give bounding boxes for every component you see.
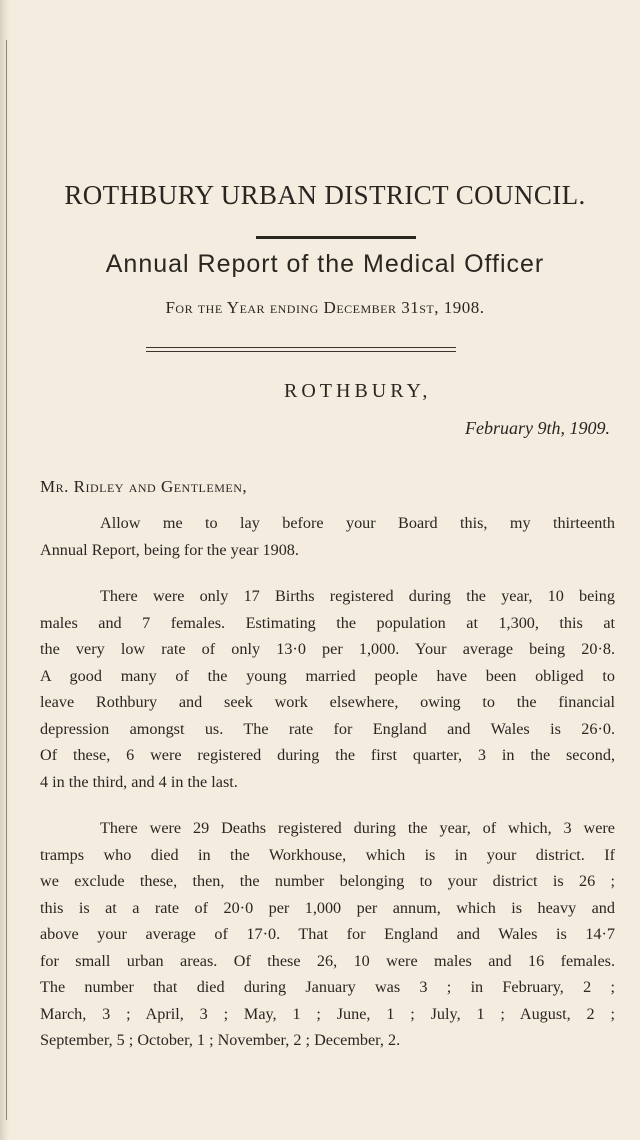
paragraph-line: Allow me to lay before your Board this, my thirteenth xyxy=(100,514,615,532)
paragraph-line: 4 in the third, and 4 in the last. xyxy=(40,772,238,791)
paragraph-deaths xyxy=(40,815,615,1054)
paragraph-line: this is at a rate of 20·0 per 1,000 per annum, which is heavy and xyxy=(40,898,615,917)
paragraph-line: There were 29 Deaths registered during the year, of which, 3 were xyxy=(100,819,615,837)
paragraph-line: tramps who died in the Workhouse, which is in your district. If xyxy=(40,845,615,864)
paragraph-line: Annual Report, being for the year 1908. xyxy=(40,540,299,559)
paragraph-line: There were only 17 Births registered during the year, 10 being xyxy=(100,587,615,605)
paragraph-line: depression amongst us. The rate for England and Wales is 26·0. xyxy=(40,719,615,738)
letter-salutation: Mr. Ridley and Gentlemen, xyxy=(40,477,248,496)
paragraph-intro xyxy=(40,510,615,563)
council-title: ROTHBURY URBAN DISTRICT COUNCIL. xyxy=(64,180,586,210)
double-rule xyxy=(146,347,456,352)
letter-place: ROTHBURY, xyxy=(284,380,432,402)
paragraph-line: The number that died during January was 3 ; in February, 2 ; xyxy=(40,978,615,996)
letter-date: February 9th, 1909. xyxy=(465,418,610,438)
title-rule xyxy=(256,236,416,239)
paragraph-line: we exclude these, then, the number belonging to your district is 26 ; xyxy=(40,872,615,890)
report-subtitle: For the Year ending December 31st, 1908. xyxy=(165,298,485,317)
report-title: Annual Report of the Medical Officer xyxy=(105,250,545,278)
paragraph-line: the very low rate of only 13·0 per 1,000. Your average being 20·8. xyxy=(40,640,615,658)
paragraph-line: September, 5 ; October, 1 ; November, 2 ; December, 2. xyxy=(40,1031,401,1049)
paragraph-line: March, 3 ; April, 3 ; May, 1 ; June, 1 ; July, 1 ; August, 2 ; xyxy=(40,1004,615,1023)
paragraph-line: leave Rothbury and seek work elsewhere, owing to the financial xyxy=(40,693,615,711)
paragraph-births xyxy=(40,583,615,795)
paragraph-line: males and 7 females. Estimating the population at 1,300, this at xyxy=(40,613,615,632)
paragraph-line: Of these, 6 were registered during the first quarter, 3 in the second, xyxy=(40,746,615,764)
paragraph-line: for small urban areas. Of these 26, 10 were males and 16 females. xyxy=(40,951,615,970)
paragraph-line: above your average of 17·0. That for England and Wales is 14·7 xyxy=(40,925,615,943)
paragraph-line: A good many of the young married people have been obliged to xyxy=(40,666,615,685)
